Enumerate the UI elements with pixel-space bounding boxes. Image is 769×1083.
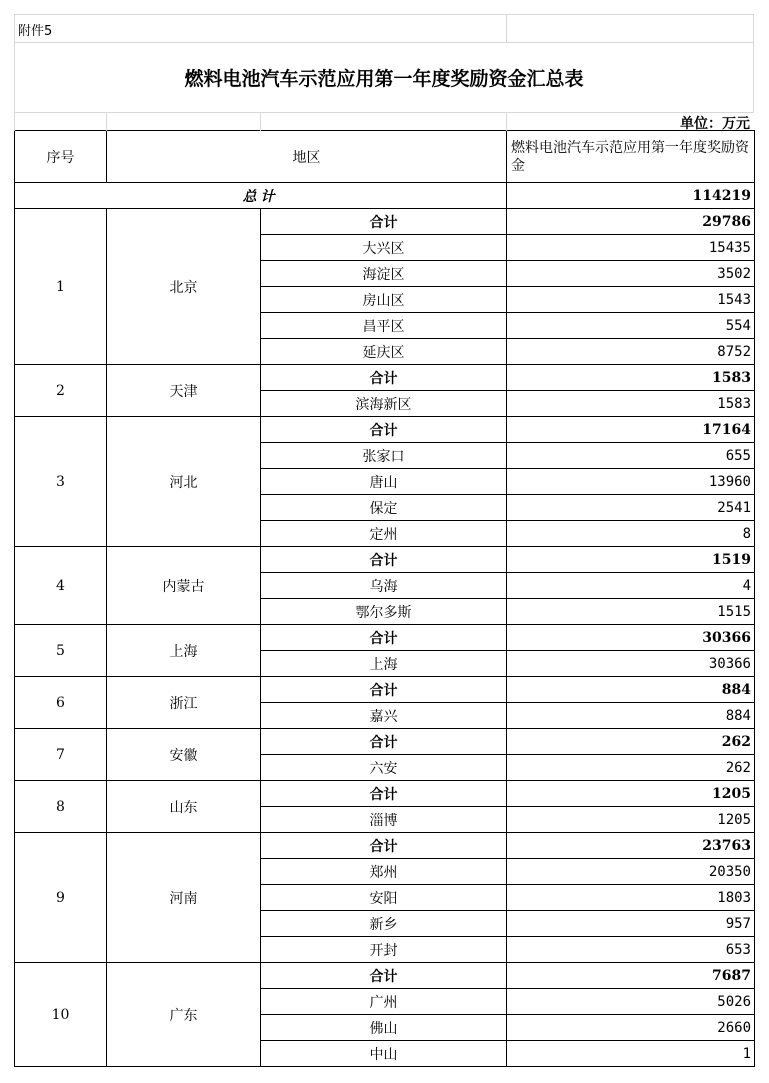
amount-cell: 20350 xyxy=(507,859,755,885)
amount-cell: 4 xyxy=(507,573,755,599)
attachment-label: 附件5 xyxy=(18,24,53,39)
amount-cell: 884 xyxy=(507,703,755,729)
subtotal-row xyxy=(15,729,755,755)
seq-cell: 5 xyxy=(15,625,107,677)
subtotal-value: 30366 xyxy=(507,625,755,651)
subtotal-label: 合计 xyxy=(261,729,507,755)
subtotal-value: 1519 xyxy=(507,547,755,573)
total-label: 总计 xyxy=(15,183,507,209)
region-cell: 山东 xyxy=(107,781,261,833)
seq-cell: 7 xyxy=(15,729,107,781)
district-cell: 唐山 xyxy=(261,469,507,495)
subtotal-label: 合计 xyxy=(261,781,507,807)
region-cell: 河北 xyxy=(107,417,261,547)
funding-table xyxy=(14,130,755,1067)
amount-cell: 1 xyxy=(507,1041,755,1067)
subtotal-row xyxy=(15,677,755,703)
subtotal-label: 合计 xyxy=(261,365,507,391)
grid-row xyxy=(14,112,754,131)
district-cell: 大兴区 xyxy=(261,235,507,261)
subtotal-label: 合计 xyxy=(261,417,507,443)
district-cell: 安阳 xyxy=(261,885,507,911)
amount-cell: 13960 xyxy=(507,469,755,495)
subtotal-value: 23763 xyxy=(507,833,755,859)
district-cell: 上海 xyxy=(261,651,507,677)
subtotal-value: 262 xyxy=(507,729,755,755)
district-cell: 定州 xyxy=(261,521,507,547)
region-cell: 安徽 xyxy=(107,729,261,781)
subtotal-label: 合计 xyxy=(261,677,507,703)
district-cell: 滨海新区 xyxy=(261,391,507,417)
header-row xyxy=(15,131,755,183)
subtotal-label: 合计 xyxy=(261,833,507,859)
amount-cell: 957 xyxy=(507,911,755,937)
district-cell: 延庆区 xyxy=(261,339,507,365)
subtotal-value: 7687 xyxy=(507,963,755,989)
district-cell: 鄂尔多斯 xyxy=(261,599,507,625)
seq-cell: 3 xyxy=(15,417,107,547)
header-amount: 燃料电池汽车示范应用第一年度奖励资金 xyxy=(507,131,755,183)
seq-cell: 4 xyxy=(15,547,107,625)
amount-cell: 1205 xyxy=(507,807,755,833)
amount-cell: 1803 xyxy=(507,885,755,911)
region-cell: 河南 xyxy=(107,833,261,963)
amount-cell: 1583 xyxy=(507,391,755,417)
amount-cell: 3502 xyxy=(507,261,755,287)
seq-cell: 10 xyxy=(15,963,107,1067)
subtotal-label: 合计 xyxy=(261,963,507,989)
amount-cell: 653 xyxy=(507,937,755,963)
district-cell: 张家口 xyxy=(261,443,507,469)
unit-label: 单位：万元 xyxy=(680,116,750,132)
sheet-preamble xyxy=(14,14,754,130)
amount-cell: 5026 xyxy=(507,989,755,1015)
district-cell: 郑州 xyxy=(261,859,507,885)
total-row xyxy=(15,183,755,209)
amount-cell: 262 xyxy=(507,755,755,781)
amount-cell: 2660 xyxy=(507,1015,755,1041)
grid-row xyxy=(14,14,754,43)
seq-cell: 8 xyxy=(15,781,107,833)
district-cell: 嘉兴 xyxy=(261,703,507,729)
header-seq: 序号 xyxy=(15,131,107,183)
district-cell: 昌平区 xyxy=(261,313,507,339)
region-cell: 浙江 xyxy=(107,677,261,729)
subtotal-value: 17164 xyxy=(507,417,755,443)
subtotal-value: 884 xyxy=(507,677,755,703)
district-cell: 广州 xyxy=(261,989,507,1015)
subtotal-label: 合计 xyxy=(261,625,507,651)
subtotal-label: 合计 xyxy=(261,547,507,573)
amount-cell: 655 xyxy=(507,443,755,469)
region-cell: 天津 xyxy=(107,365,261,417)
subtotal-row xyxy=(15,209,755,235)
subtotal-row xyxy=(15,963,755,989)
amount-cell: 30366 xyxy=(507,651,755,677)
district-cell: 新乡 xyxy=(261,911,507,937)
subtotal-row xyxy=(15,417,755,443)
subtotal-row xyxy=(15,365,755,391)
district-cell: 中山 xyxy=(261,1041,507,1067)
amount-cell: 554 xyxy=(507,313,755,339)
subtotal-value: 1583 xyxy=(507,365,755,391)
subtotal-value: 29786 xyxy=(507,209,755,235)
total-value: 114219 xyxy=(507,183,755,209)
seq-cell: 2 xyxy=(15,365,107,417)
subtotal-row xyxy=(15,781,755,807)
subtotal-row xyxy=(15,833,755,859)
district-cell: 保定 xyxy=(261,495,507,521)
region-cell: 内蒙古 xyxy=(107,547,261,625)
district-cell: 房山区 xyxy=(261,287,507,313)
region-cell: 北京 xyxy=(107,209,261,365)
district-cell: 开封 xyxy=(261,937,507,963)
district-cell: 佛山 xyxy=(261,1015,507,1041)
spreadsheet xyxy=(14,14,754,1067)
region-cell: 广东 xyxy=(107,963,261,1067)
seq-cell: 9 xyxy=(15,833,107,963)
document-title: 燃料电池汽车示范应用第一年度奖励资金汇总表 xyxy=(184,68,584,90)
district-cell: 乌海 xyxy=(261,573,507,599)
seq-cell: 6 xyxy=(15,677,107,729)
seq-cell: 1 xyxy=(15,209,107,365)
amount-cell: 2541 xyxy=(507,495,755,521)
subtotal-row xyxy=(15,625,755,651)
district-cell: 六安 xyxy=(261,755,507,781)
subtotal-label: 合计 xyxy=(261,209,507,235)
amount-cell: 15435 xyxy=(507,235,755,261)
amount-cell: 1515 xyxy=(507,599,755,625)
amount-cell: 8 xyxy=(507,521,755,547)
region-cell: 上海 xyxy=(107,625,261,677)
subtotal-row xyxy=(15,547,755,573)
amount-cell: 8752 xyxy=(507,339,755,365)
district-cell: 海淀区 xyxy=(261,261,507,287)
subtotal-value: 1205 xyxy=(507,781,755,807)
amount-cell: 1543 xyxy=(507,287,755,313)
header-region: 地区 xyxy=(107,131,507,183)
district-cell: 淄博 xyxy=(261,807,507,833)
